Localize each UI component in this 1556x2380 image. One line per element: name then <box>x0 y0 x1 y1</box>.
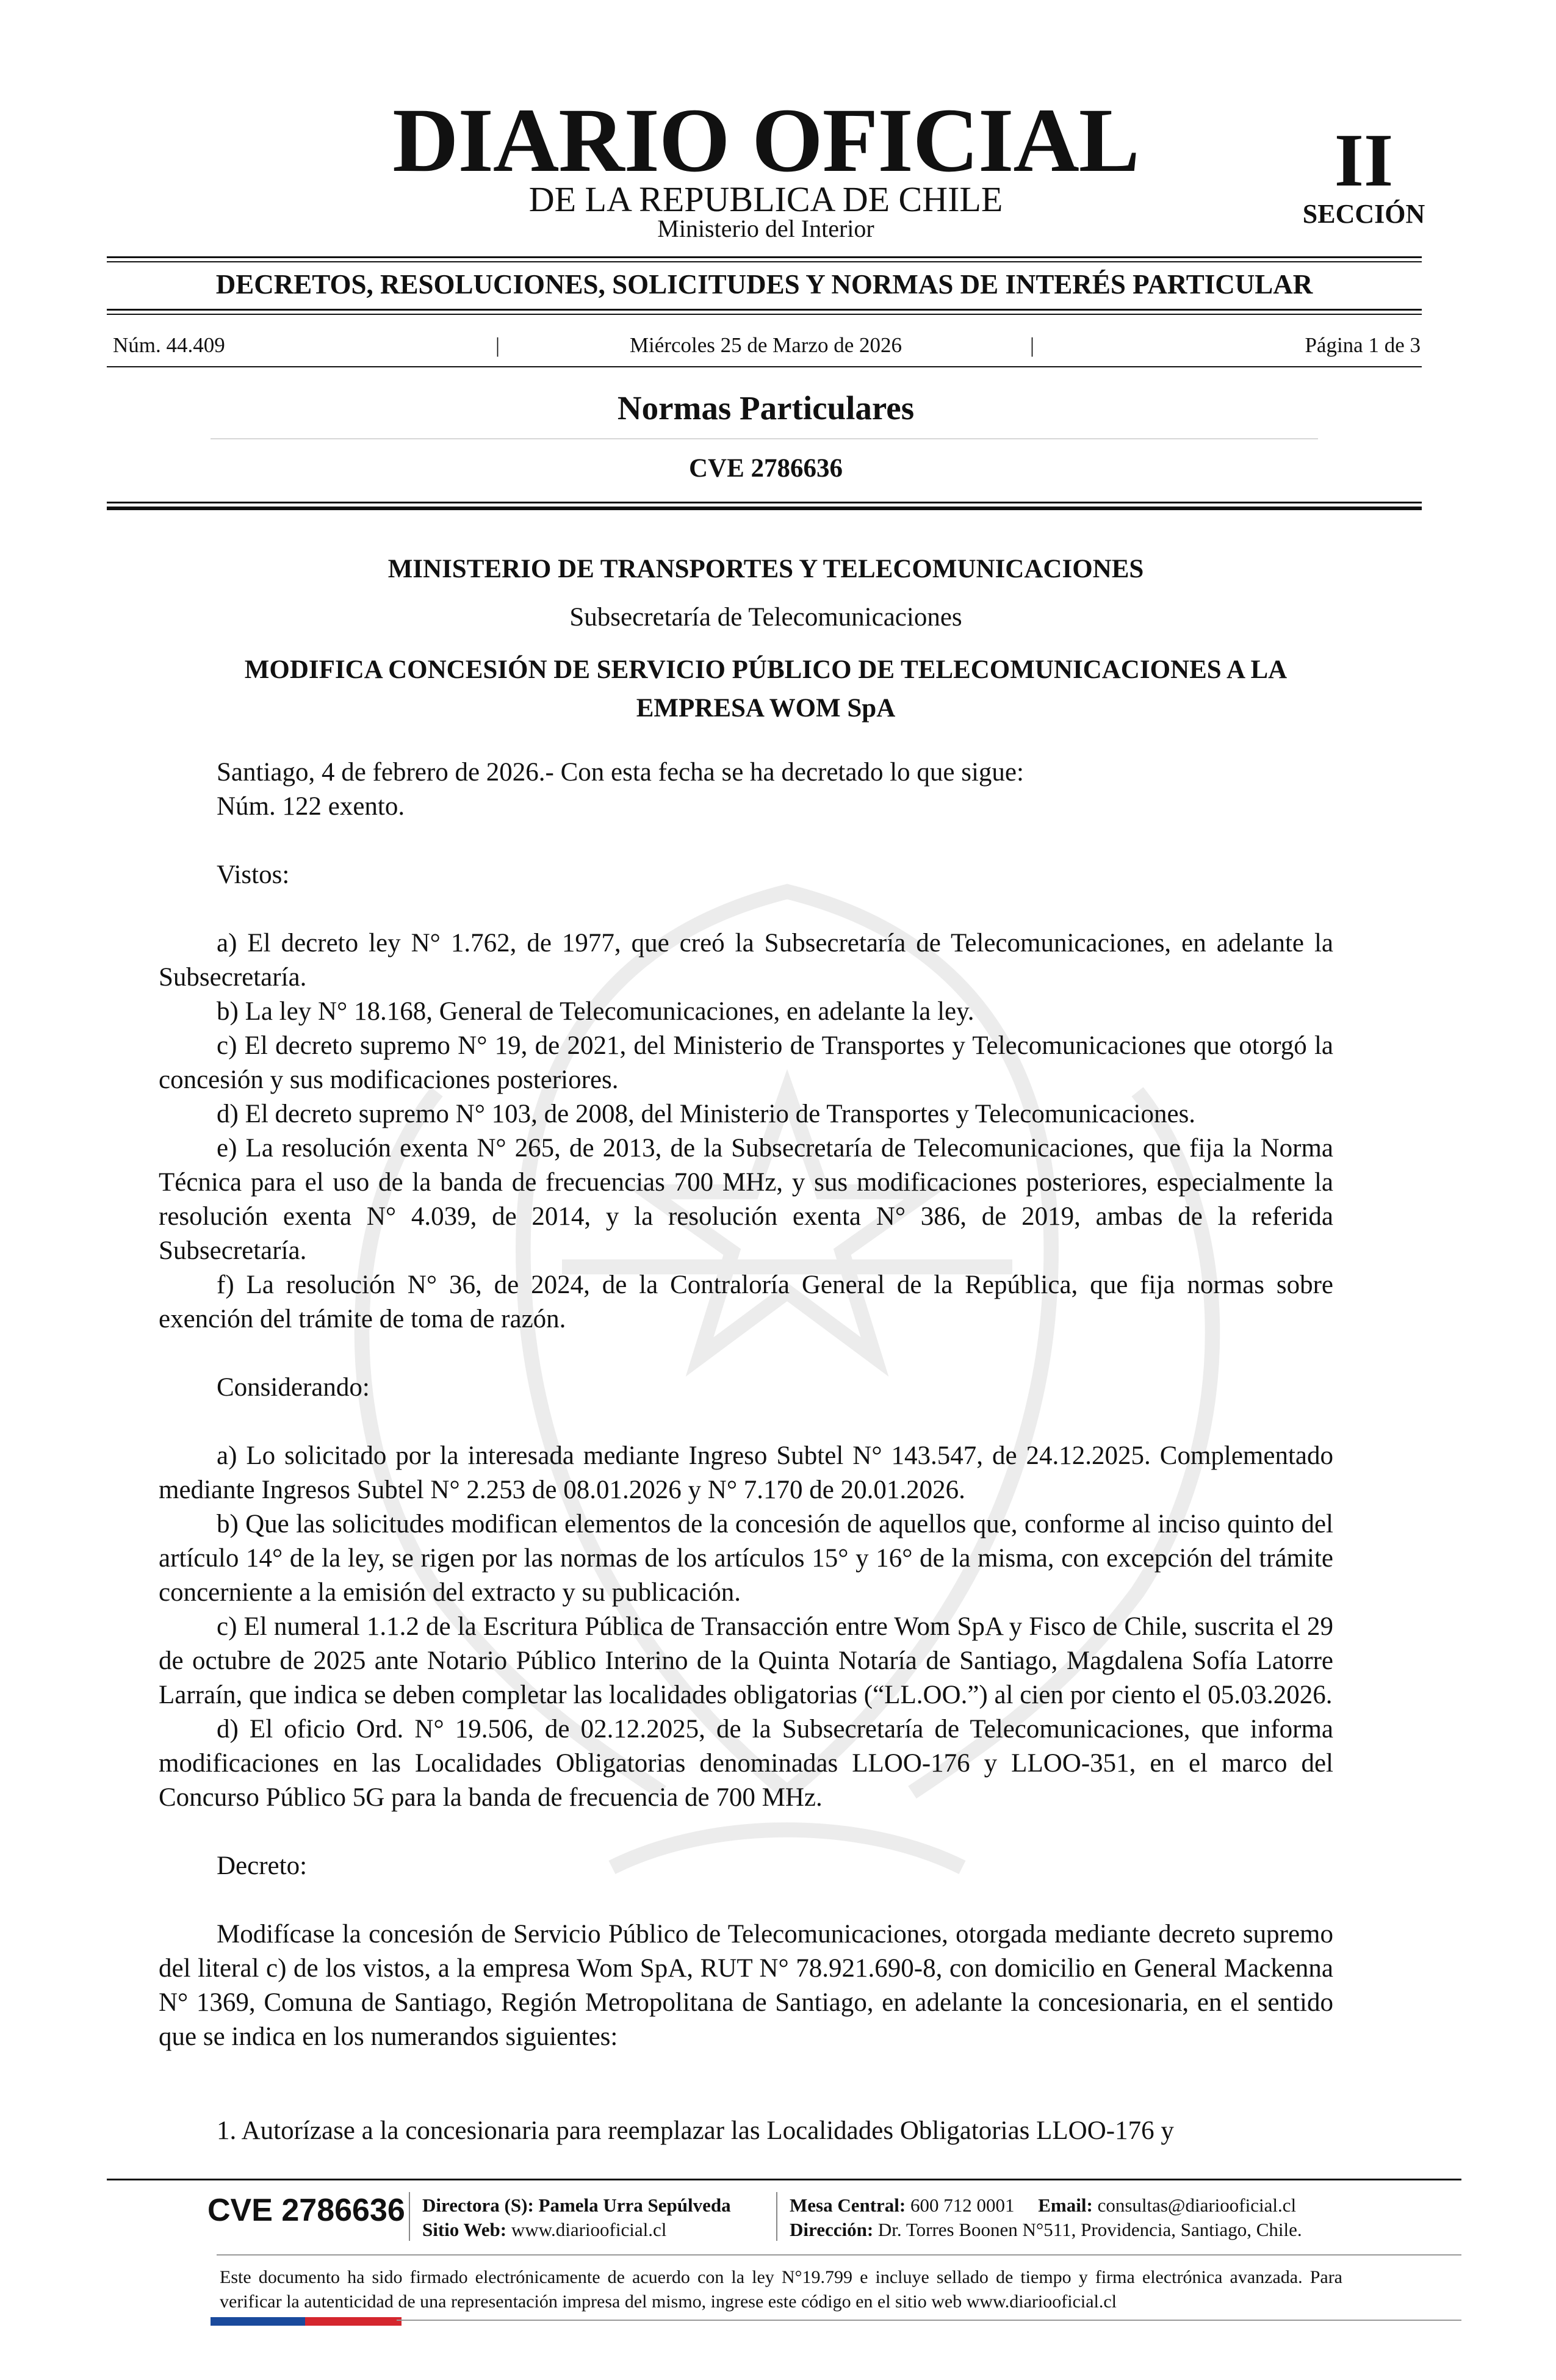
decree-body <box>217 755 1333 892</box>
issue-number: Núm. 44.409 <box>113 333 225 357</box>
phone-label: Mesa Central: <box>790 2194 906 2216</box>
issue-date: Miércoles 25 de Marzo de 2026 <box>629 333 902 357</box>
address-label: Dirección: <box>790 2219 874 2240</box>
decreto-item-1: 1. Autorízase a la concesionaria para reemplazar las Localidades Obligatorias LLOO-176 y <box>217 2116 1174 2145</box>
vistos-item: d) El decreto supremo N° 103, de 2008, del Ministerio de Transportes y Telecomunicaciones. <box>217 1100 1196 1128</box>
decreto-label: Decreto: <box>217 1852 308 1880</box>
header-rule-top-2 <box>107 261 1422 262</box>
header-rule-band-2 <box>107 314 1422 315</box>
decree-title: MODIFICA CONCESIÓN DE SERVICIO PÚBLICO DE TELECOMUNICACIONES A LA EMPRESA WOM SpA <box>244 655 1288 723</box>
site-label: Sitio Web: <box>422 2219 507 2240</box>
newspaper-subtitle: DE LA REPUBLICA DE CHILE <box>528 179 1003 219</box>
footer-divider-2 <box>776 2192 777 2241</box>
vistos-item: f) La resolución N° 36, de 2024, de la Contraloría General de la República, que fija normas sobre exención del trámite de toma de razón. <box>159 1271 1333 1333</box>
issuing-subsecretaria: Subsecretaría de Telecomunicaciones <box>569 603 962 632</box>
decreto-text: Modifícase la concesión de Servicio Público de Telecomunicaciones, otorgada mediante decreto supremo del literal c) de los vistos, a la empresa Wom SpA, RUT N° 78.921.690-8, con domicilio en General Mackenna N° 1369, Comuna de Santiago, Región Metropolitana de Santiago, en adelante la concesionaria, en el sentido que se indica en los numerandos siguientes: <box>159 1920 1333 2051</box>
footer-divider-1 <box>409 2192 410 2241</box>
flag-bar-blue <box>211 2317 305 2326</box>
phone-value: 600 712 0001 <box>910 2194 1015 2216</box>
footer-rule-2 <box>217 2254 1461 2256</box>
newspaper-title: DIARIO OFICIAL <box>392 90 1139 191</box>
issuing-ministry: MINISTERIO DE TRANSPORTES Y TELECOMUNICACIONES <box>387 555 1144 583</box>
section-label: SECCIÓN <box>1302 199 1425 229</box>
vistos-label: Vistos: <box>217 860 290 889</box>
meta-separator-1: | <box>495 333 500 357</box>
cve-rule-2 <box>107 507 1422 510</box>
vistos-item: e) La resolución exenta N° 265, de 2013, de la Subsecretaría de Telecomunicaciones, que fija la Norma Técnica para el uso de la banda de frecuencias 700 MHz, y sus modificaciones posteriores, especialmente la resolución exenta N° 4.039, de 2014, y la resolución exenta N° 386, de 2019, ambas de la referida Subsecretaría. <box>159 1134 1333 1265</box>
meta-rule <box>107 366 1422 367</box>
header-rule-band-1 <box>107 309 1422 311</box>
footer-address <box>790 2218 1302 2242</box>
footer-phone-email <box>790 2193 1296 2218</box>
considerando-item: b) Que las solicitudes modifican elementos de la concesión de aquellos que, conforme al inciso quinto del artículo 14° de la ley, se rigen por las normas de los artículos 15° y 16° de la misma, con excepción del trámite concerniente a la emisión del extracto y su publicación. <box>159 1510 1333 1607</box>
vistos-item: a) El decreto ley N° 1.762, de 1977, que creó la Subsecretaría de Telecomunicaciones, en adelante la Subsecretaría. <box>159 929 1333 992</box>
meta-separator-2: | <box>1030 333 1035 357</box>
considerando-label: Considerando: <box>217 1373 370 1402</box>
considerando-item: d) El oficio Ord. N° 19.506, de 02.12.2025, de la Subsecretaría de Telecomunicaciones, que informa modificaciones en las Localidades Obligatorias denominadas LLOO-176 y LLOO-351, en el marco del Concurso Público 5G para la banda de frecuencia de 700 MHz. <box>159 1715 1333 1812</box>
director-name: Pamela Urra Sepúlveda <box>538 2194 731 2216</box>
header-rule-top <box>107 256 1422 258</box>
decree-intro: Santiago, 4 de febrero de 2026.- Con esta fecha se ha decretado lo que sigue: <box>217 758 1024 787</box>
cve-rule-1 <box>107 502 1422 503</box>
footer-rule-3 <box>397 2320 1461 2321</box>
signature-disclaimer: Este documento ha sido firmado electrónicamente de acuerdo con la ley N°19.799 e incluye sellado de tiempo y firma electrónica avanzada. Para verificar la autenticidad de una representación impresa del mismo, ingrese este código en el sitio web www.diariooficial.cl <box>220 2267 1342 2312</box>
decree-number: Núm. 122 exento. <box>217 792 405 821</box>
address-value: Dr. Torres Boonen N°511, Providencia, Santiago, Chile. <box>877 2219 1302 2240</box>
page-indicator: Página 1 de 3 <box>1305 333 1421 357</box>
flag-bar-red <box>305 2317 402 2326</box>
email-link[interactable]: consultas@diariooficial.cl <box>1097 2194 1297 2216</box>
cve-code: CVE 2786636 <box>688 454 843 483</box>
footer-director <box>422 2193 731 2218</box>
vistos-list <box>159 926 1333 2148</box>
footer-cve-code: CVE 2786636 <box>207 2193 405 2228</box>
site-link[interactable]: www.diariooficial.cl <box>511 2219 667 2240</box>
vistos-item: b) La ley N° 18.168, General de Telecomunicaciones, en adelante la ley. <box>217 997 974 1026</box>
section-band: DECRETOS, RESOLUCIONES, SOLICITUDES Y NORMAS DE INTERÉS PARTICULAR <box>215 269 1313 300</box>
considerando-item: a) Lo solicitado por la interesada mediante Ingreso Subtel N° 143.547, de 24.12.2025. Complementado mediante Ingresos Subtel N° 2.253 de 08.01.2026 y N° 7.170 de 20.01.2026. <box>159 1441 1333 1504</box>
footer-site <box>422 2218 666 2242</box>
footer-rule <box>107 2179 1461 2180</box>
newspaper-ministry: Ministerio del Interior <box>657 215 874 242</box>
email-label: Email: <box>1038 2194 1093 2216</box>
vistos-item: c) El decreto supremo N° 19, de 2021, del Ministerio de Transportes y Telecomunicaciones que otorgó la concesión y sus modificaciones posteriores. <box>159 1031 1333 1094</box>
category-heading: Normas Particulares <box>617 389 915 427</box>
considerando-item: c) El numeral 1.1.2 de la Escritura Pública de Transacción entre Wom SpA y Fisco de Chile, suscrita el 29 de octubre de 2025 ante Notario Público Interino de la Quinta Notaría de Santiago, Magdalena Sofía Latorre Larraín, que indica se deben completar las localidades obligatorias (“LL.OO.”) al cien por ciento el 05.03.2026. <box>159 1612 1333 1709</box>
section-number: II <box>1334 118 1394 202</box>
director-label: Directora (S): <box>422 2194 534 2216</box>
category-divider <box>211 438 1318 439</box>
